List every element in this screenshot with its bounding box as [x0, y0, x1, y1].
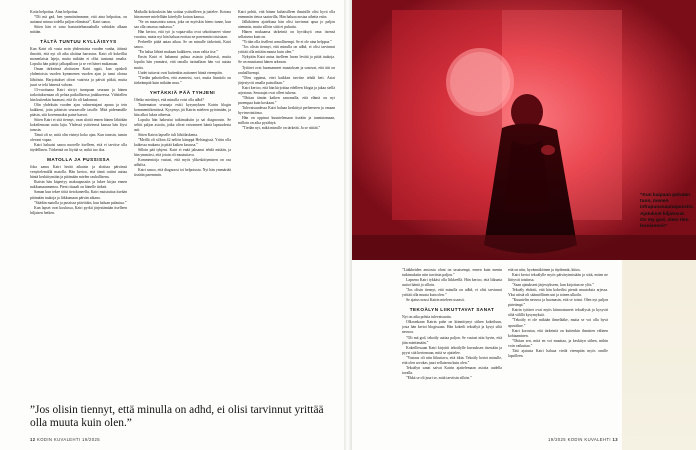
paragraph: Tämä oli se, mitä olin etsinyt koko ajan. Kun tanssin, tunsin olevani vapaa.	[30, 133, 127, 143]
paragraph: Katri pohtii, että hänen kaltaisilleen ihmisille olisi hyvä olla enemmän tietoa saatavilla. Hän haluaa nostaa aihetta esiin.	[238, 10, 335, 20]
paragraph: Tekoäly ehdotti, että hän kokeilisi pieniä muutoksia arjessa. Yksi niistä oli säännöllinen uni ja toinen ulkoilu.	[508, 288, 608, 298]
issue-number: 19/2025	[82, 437, 100, 442]
pull-quote: ”Jos olisin tiennyt, että minulla on adhd, ei olisi tarvinnut yrittää olla muuta kuin olen.”	[30, 404, 324, 429]
right-column-2	[508, 268, 608, 434]
paragraph: ”Jos olisin tiennyt, että minulla on adhd, ei olisi tarvinnut yrittää olla muuta kuin olen.”	[402, 288, 502, 298]
paragraph: Tulevaisuudessa Katri haluaa keskittyä perheeseen ja omaan hyvinvointiinsa.	[238, 105, 335, 115]
paragraph: Jälkikäteen ajateltuna hän olisi tarvinnut apua jo paljon aiemmin, mutta silloin siitä ei puhuttu.	[238, 20, 335, 30]
left-page	[0, 0, 344, 450]
paragraph: Kommentoija vastasi, että myös ylikeskittyminen on osa adhd:ta.	[134, 158, 231, 168]
paragraph: Siiten Katri ei sitä tiennyt, vaan aloitti ennen hänen lähtöään kokeilemaan uutta lajia. Yhdessä ystäviensä kanssa hän löysi tanssin.	[30, 117, 127, 132]
paragraph: ”Ehkä se oli juuri se, mitä tarvitsin silloin.”	[406, 375, 472, 380]
paragraph: Kun lapset ovat koulussa, Katri pyrkii järjestämään itselleen hiljaisen hetken.	[30, 205, 127, 215]
right-column-1	[402, 268, 502, 434]
folio-left	[30, 437, 100, 442]
subheading-yhtakkia: YHTÄKKIÄ PÄÄ TYHJENI	[149, 89, 216, 95]
intro-line: Siiten hän ei sano haastattelunaaahulla vahtakin alkaan mitään.	[30, 25, 127, 35]
paragraph: Ensin Katri ei halunnut puhua asiasta julkisesti, mutta lopulta hän ymmärsi, että omalla tarinallaan hän voi auttaa muita.	[134, 55, 231, 70]
right-page	[352, 0, 696, 450]
paragraph: Oletko miettinyt, että minulla voisi olla adhd?	[134, 97, 204, 102]
paragraph: Katri kertoo, että hän kirjoittaa edelleen blogia ja jakaa siellä arjestaan. Seuraajat ovat olleet tukena.	[238, 85, 335, 95]
paragraph: ”Lääkkeiden ansiosta oloni on tasaisempi, ennen kuin menin tutkimuksiin niin tarvitsin paljon.”	[402, 268, 502, 278]
paragraph: ”Kuuntelin neuvoa ja huomasin, että se toimi. Olen nyt paljon pirteämpi.”	[508, 298, 608, 308]
paragraph: Lopulta hän hakeutui tutkimuksiin ja sai diagnoosin. Se selitti paljon asioita, jotka olivat vaivanneet häntä lapsuudesta asti.	[134, 117, 231, 132]
paragraph: ”Olen oppinut, ettei kaikkea tarvitse tehdä heti. Asiat järjestyvät omalla painollaan.”	[238, 75, 335, 85]
paragraph: Tekoälyn sanat saivat Katrin ajattelemaan asioita uudella tavalla.	[402, 365, 502, 375]
paragraph: Katri haluaisi sanoa nuorelle itselleen, että ei tarvitse olla täydellinen. Tärkeintä on löytää se, mikä tuo iloa.	[30, 143, 127, 153]
paragraph: Uudet tuttavat ovat kuitenkin auttaneet häntä eteenpäin.	[138, 70, 223, 75]
intro-line: ”Oli mä gad, ben ymmärrämmme, että aina helpottaa, on auttanut minua todella paljon elämässä”, Katri sanoo.	[30, 15, 127, 25]
subheading-matolla: MATOLLA JA PUSSISSA	[47, 157, 110, 163]
magazine-name: KODIN KUVALEHTI	[567, 437, 611, 442]
paragraph: ”En halua lähteä mukaan kaikkeen, vaan valita itse.”	[138, 50, 219, 55]
paragraph: Se ajatus nousi Katrin mieleen useasti.	[406, 298, 465, 303]
paragraph: Katri kertoi tekoälylle myös päivärytmistään ja siitä, miten ne liittyvät toisiinsa.	[508, 273, 608, 283]
paragraph: Hänen mukaansa tärkeintä on hyväksyä oma itsensä sellaisena kuin on.	[238, 30, 335, 40]
paragraph: ”Vastaus oli niin liikuttava, että itkin. Tekoäly kertoi minulle, että olen arvokas juuri sellaisena kuin olen.”	[402, 355, 502, 365]
paragraph: Nykyään Katri antaa itselleen luvan levätä ja pitää taukoja. Se on muuttanut hänen arkeaan.	[238, 55, 335, 65]
subheading-kyllaisyys: TÄLTÄ TUNTUU KYLLÄISYYS	[40, 39, 117, 45]
paragraph: Kokeillessaan Katri kirjoitti tekoälylle kuvauksen itsestään ja pyysi sitä kertomaan, mitä se ajattelee.	[402, 345, 502, 355]
subheading-tekoaly: TEKOÄLYN LIIKUTTAVAT SANAT	[409, 307, 495, 313]
left-column-2	[134, 10, 231, 400]
paragraph: ”Tekoäly ei ole mikään ihmelääke, mutta se voi olla hyvä apuväline.”	[508, 318, 608, 328]
paragraph: Oman tärkeänsä aloitusten Katri oppii, kun opiskeli yhdentoista vuoden kymmenen vuoden ajan ja tunsi olonsa lähtöisin. Harjoitukset olivat vaativia ja päivät pitkiä, mutta juuri se teki hänestä vahvan.	[30, 67, 127, 87]
paragraph: Hän kertoo, että työ ja vapaa-aika ovat sekoittuneet viime vuosina, mutta nyt hän haluaa erottaa ne paremmin toisistaan.	[134, 30, 231, 40]
paragraph: ”Jos olisin tiennyt, että minulla on adhd, ei olisi tarvinnut yrittää olla mitään muuta kuin olen.”	[238, 45, 335, 55]
paragraph: Tätä ajatusta Katri haluaa viedä eteenpäin myös omille lapsilleen.	[508, 348, 608, 358]
paragraph: ”Se on maasointu sanoa, joka on myöskin hieno tunne, kun saa olla omassa rauhassa.”	[134, 20, 231, 30]
paragraph: Matkalla kokouksiin hän soittaa ystävälleen ja juttelee. Kotona hän menee mielellään kävelylle koiran kanssa.	[134, 10, 231, 20]
page-number: 13	[612, 437, 618, 442]
left-column-3	[238, 10, 335, 400]
paragraph: Saman kun tekee töitä tietokoneella, Katri muistuttaa itseään pitämään taukoja ja liikkumaan päivän aikana.	[30, 190, 127, 200]
paragraph: ”Yritän olla itselleni armollisempi. Se ei ole aina helppoa.”	[242, 40, 332, 45]
page-number: 12	[30, 437, 36, 442]
paragraph: että on niin, hyvännäköinen ja täydennät, kiitos.	[508, 268, 581, 272]
paragraph: 13-vuotiaana Katri siirtyi isompaan seuraan ja hänen tarkoituksenaan oli pelata paikallisessa joukkueessa. Vähitellen hän kuitenkin huomasi, että ilo oli kadonnut.	[30, 87, 127, 102]
paragraph: Iltaisin hän käpertyy makuupussiin ja lukee kirjaa ennen nukkumaanmenoa. Pieni rituaali on hänelle tärkeä.	[30, 180, 127, 190]
left-column-1	[30, 10, 127, 400]
paragraph: Lapsena Katri tykkäsi olla liikkeellä. Hän kertoo, että liikunta auttoi häntä jo silloin.	[402, 278, 502, 288]
side-pull-quote: ”Kun kaipaan päivään tuon, menen infrapunasaunapussiin. Ajatukset kiljatuvat. Ov my god, oleni tien levoiseeni!”	[640, 193, 694, 230]
paragraph: Katri korostaa, että tärkeintä on kuitenkin ihmisten välinen kohtaaminen.	[508, 328, 608, 338]
paragraph: ”Ohitan tämän kaiken sanomalla, että elämä on nyt parempaa kuin koskaan.”	[238, 95, 335, 105]
paragraph: ”Meillä oli silloin 42 neliön kämppä Helsingissä. Yritin olla kaikessa mukana ja pitää kaiken kasassa.”	[134, 138, 231, 148]
issue-number: 19/2025	[548, 437, 566, 442]
intro-line: Kotia helpottaa. Aina helpottaa.	[30, 10, 79, 14]
paragraph: ”Säädän matolla ja pussissa päivittäin, kun haluan palautua.”	[34, 200, 127, 205]
paragraph: Joka aamu Katri herää aikaisin ja aloittaa päivänsä venyttelemällä matolla. Hän kertoo, että tämä rutiini auttaa häntä keskittymään ja pitämään mielen rauhallisena.	[30, 165, 127, 180]
spine-gutter	[344, 0, 352, 450]
paragraph: Tuntematon seuraaja esitti kysymyksen Katrin blogin kommenttikentässä. Kysymys jäi Katrin mieleen pyörimään, ja hän alkoi lukea aiheesta.	[134, 102, 231, 117]
paragraph: Tyttäret ovat huomanneet muutoksen ja sanovat, että äiti on rauhallisempi.	[238, 65, 335, 75]
paragraph: Olin yhdeksän vuoden ajan valmentajani apuna ja tein kaikkeni, jotta pääsisin seuraavalle tasolle. Mitä pidemmälle pääsin, sitä kovemmaksi paine kasvoi.	[30, 102, 127, 117]
paragraph: ”Tiedän pahoitellen, että asenteisi, sori, mutta läsnäolo on tärkeämpää kuin mikään muu.”	[134, 75, 231, 85]
paragraph: Katri sanoo, että diagnoosi toi helpotusta. Nyt hän ymmärtää itseään paremmin.	[134, 168, 231, 178]
paragraph: Katrin tyttäret ovat myös kiinnostuneet tekoälystä ja kysyvät siltä välillä kysymyksiä.	[508, 308, 608, 318]
paragraph: Silloin pää tyhjeni. Katri ei enää jaksanut tehdä mitään, ja hän ymmärsi, että jotain oli muututtava.	[134, 148, 231, 158]
paragraph: ”Ohitan sen, mitä en voi muuttaa, ja keskityn siihen, mihin voin vaikuttaa.”	[508, 338, 608, 348]
magazine-name: KODIN KUVALEHTI	[37, 437, 81, 442]
paragraph: ”Tiedän nyt, mikä minulle on tärkeää. Ja se riittää.”	[242, 126, 321, 131]
paragraph: Nyt on aika pohtia tulevaisuutta.	[402, 315, 452, 320]
paragraph: Kun Katri oli vasta noin yhdentoista vuoden vanha, äitinsä ilmoitti, että nyt oli aika aloittaa harrastus. Katri oli kokeillut monenlaisia lajeja, mutta mikään ei ollut tuntunut omalta. Lopulta hän päätyi jalkapalloon ja se vei hänet mukanaan.	[30, 47, 127, 67]
paragraph: ”Saan ajatukseni järjestykseen, kun kirjoitan ne ylös.”	[512, 283, 595, 288]
folio-right	[548, 437, 618, 442]
paragraph: Olkoonkaan Katrin puhe on kiinnittynyt siihen kokeiluun, josta hän kertoi blogissaan. Hän kokeili tekoälyä ja kysyi siltä neuvoa.	[402, 320, 502, 335]
paragraph: Hän on oppinut kuuntelemaan itseään ja tunnistamaan, milloin on aika pysähtyä.	[238, 115, 335, 126]
paragraph: Perheelle pitää antaa aikaa. Se on minulle tärkeintä, Katri sanoo.	[134, 40, 231, 50]
paragraph: ”Oli mä god, tekoäly auttaa paljon. Se vastasi niin hyvin, että jäin miettimään.”	[402, 335, 502, 345]
paragraph: Sitten Katrin lapselle tuli lähtölaskenta.	[138, 133, 198, 138]
